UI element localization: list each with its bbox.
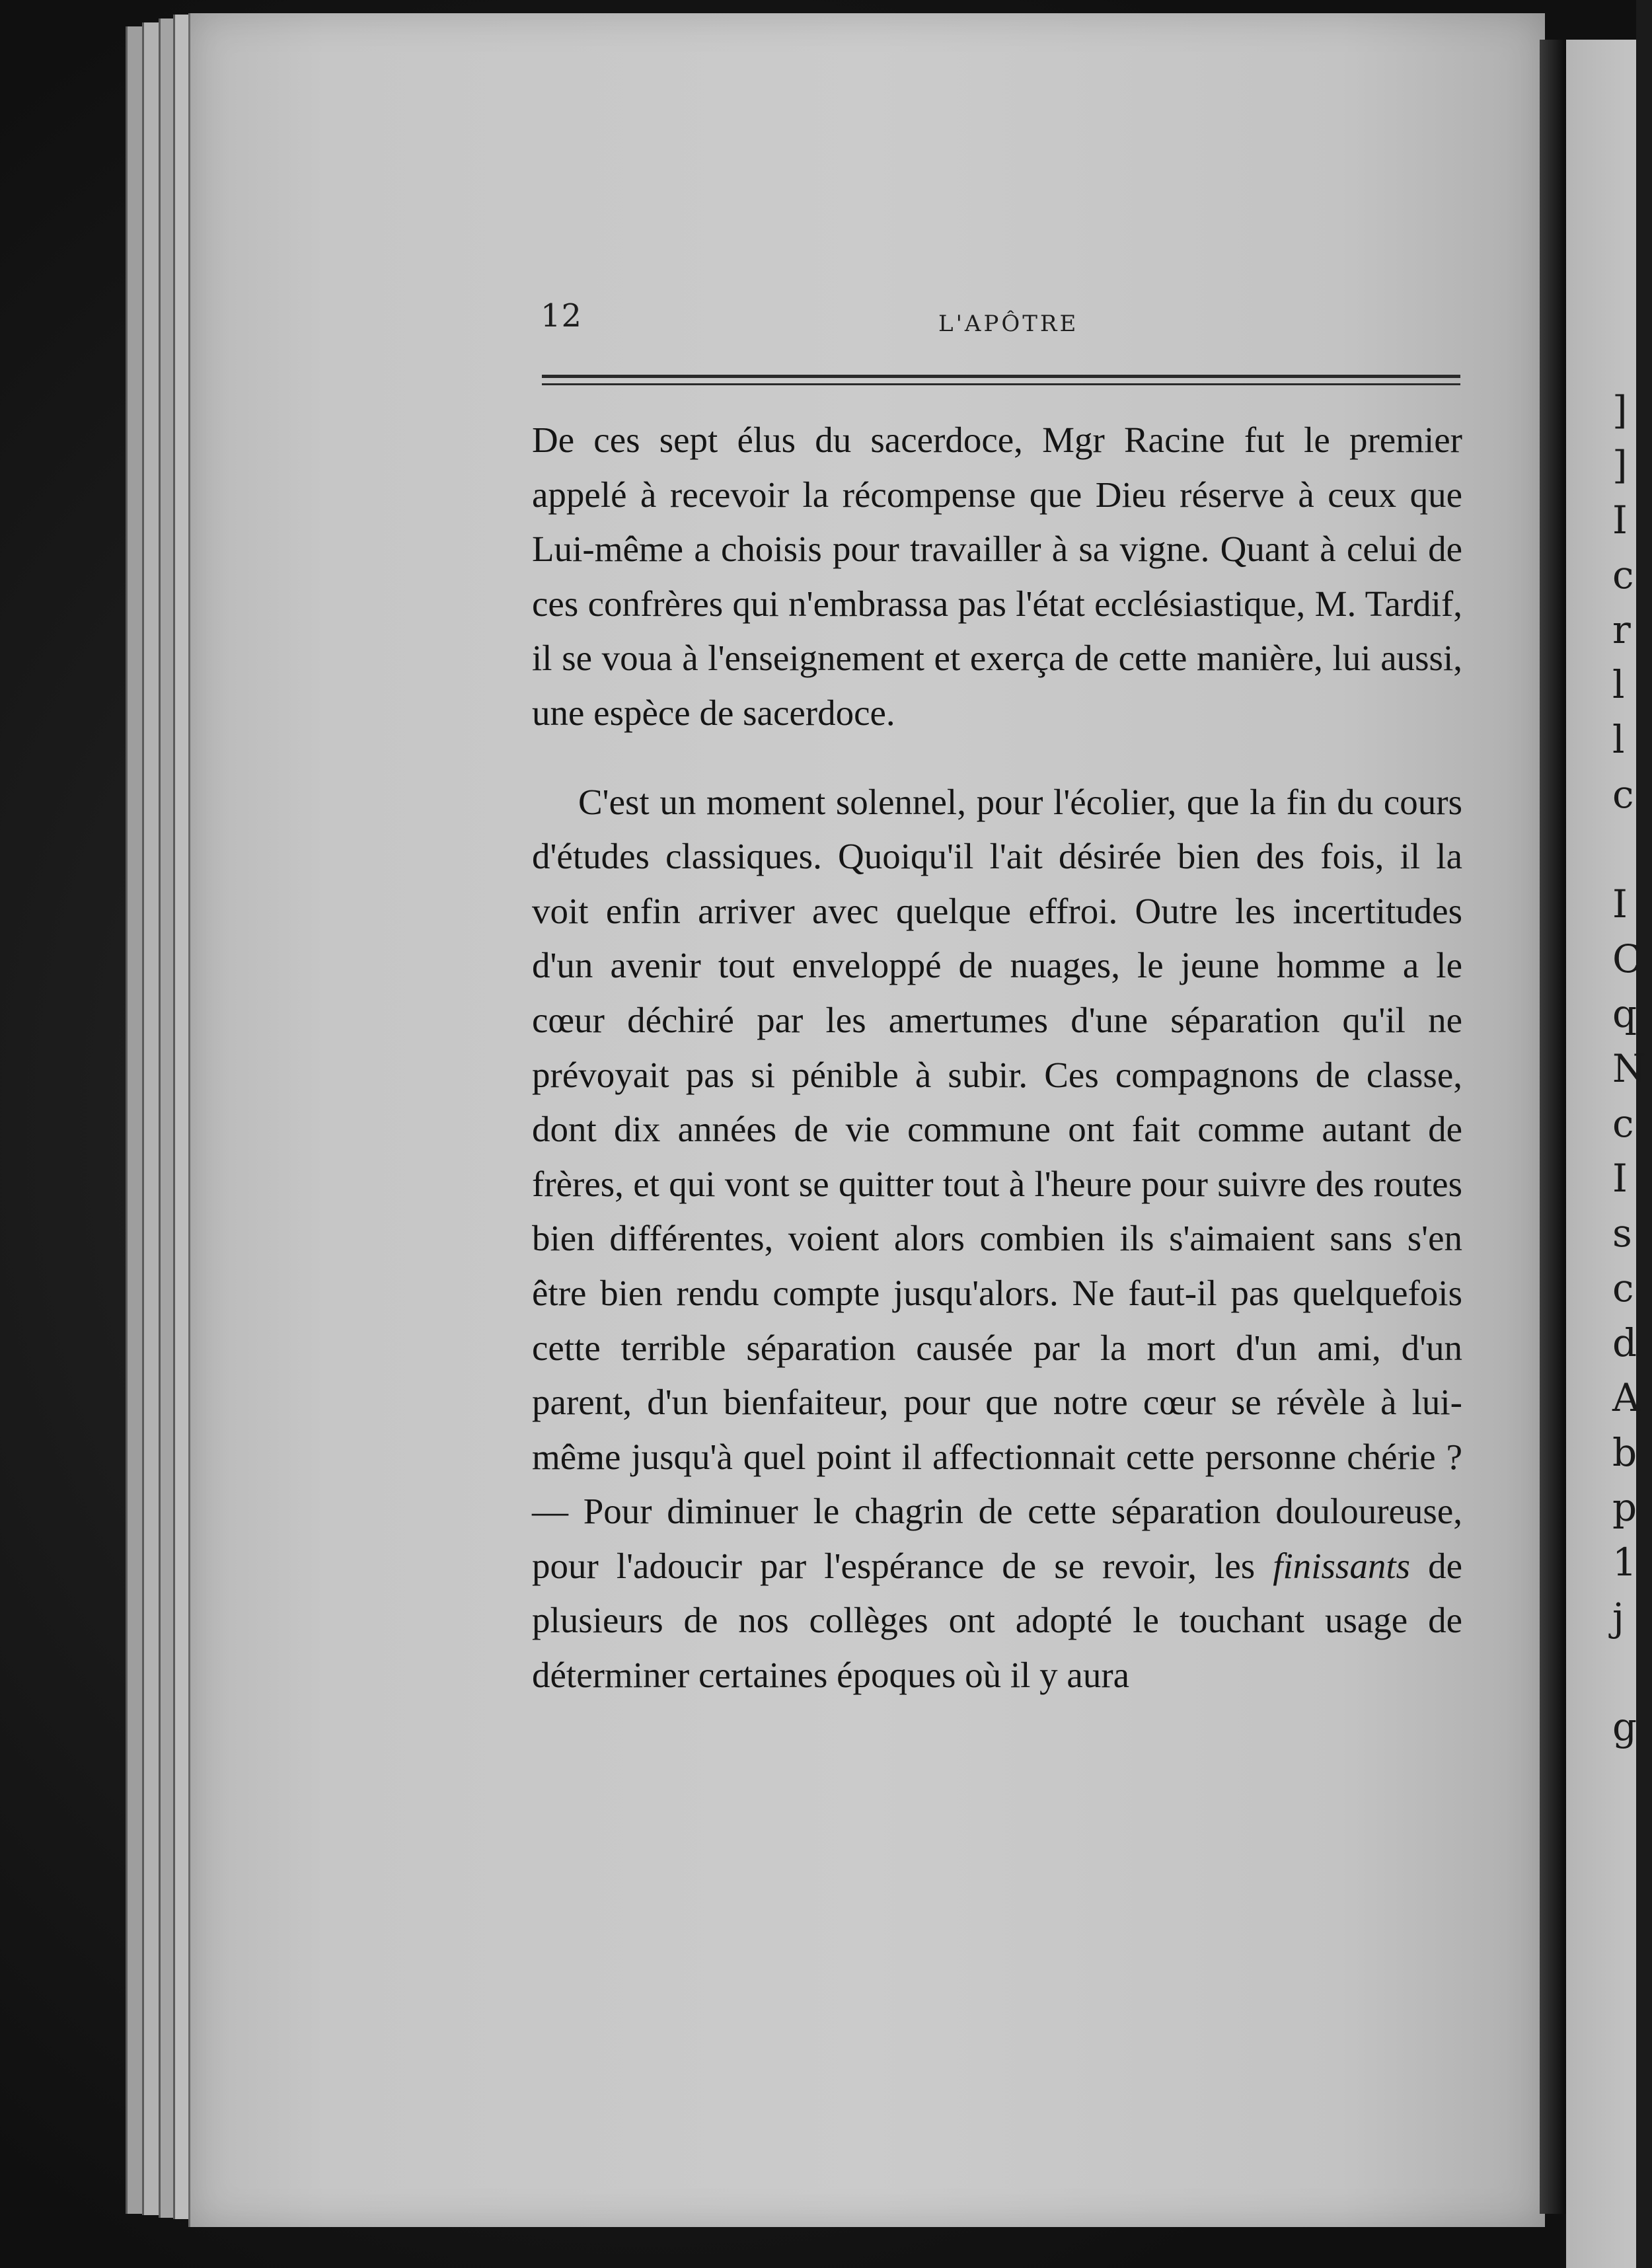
paragraph-2-continuation: de plusieurs de nos collèges ont adopté le touchant usage de déterminer certaines époques où il y aura [532, 1545, 1462, 1696]
adjacent-page-text: ] ] I c r l l c I C q N c I s c d A b p 1 j g [1612, 388, 1646, 1749]
header-rule [542, 383, 1460, 385]
page-number: 12 [541, 297, 583, 334]
book-gutter [1540, 40, 1566, 2214]
paragraph-2 [532, 775, 1462, 1703]
paragraph-2-text: C'est un moment solennel, pour l'écolier, que la fin du cours d'études classiques. Quoiqu'il l'ait désirée bien des fois, il la voit enfin arriver avec quelque effroi. Outre les incertitudes d'un avenir tout enveloppé de nuages, le jeune homme a le cœur déchiré par les amertumes d'une séparation qu'il ne prévoyait pas si pénible à subir. Ces compagnons de classe, dont dix années de vie commune ont fait comme autant de frères, et qui vont se quitter tout à l'heure pour suivre des routes bien différentes, voient alors combien ils s'aimaient sans s'en être bien rendu compte jusqu'alors. Ne faut-il pas quelquefois cette terrible séparation causée par la mort d'un ami, d'un parent, d'un bienfaiteur, pour que notre cœur se révèle à lui-même jusqu'à quel point il affectionnait cette personne chérie ? — Pour diminuer le chagrin de cette séparation douloureuse, pour l'adoucir par l'espérance de se revoir, les [532, 781, 1462, 1586]
italic-term: finissants [1273, 1545, 1411, 1586]
header-rule [542, 375, 1460, 378]
running-title: L'APÔTRE [938, 311, 1079, 337]
body-text [532, 413, 1462, 1703]
paragraph-1: De ces sept élus du sacerdoce, Mgr Racine fut le premier appelé à recevoir la récompense que Dieu réserve à ceux que Lui-même a choisis pour travailler à sa vigne. Quant à celui de ces confrères qui n'embrassa pas l'état ecclésiastique, M. Tardif, il se voua à l'enseignement et exerça de cette manière, lui aussi, une espèce de sacerdoce. [532, 420, 1462, 733]
